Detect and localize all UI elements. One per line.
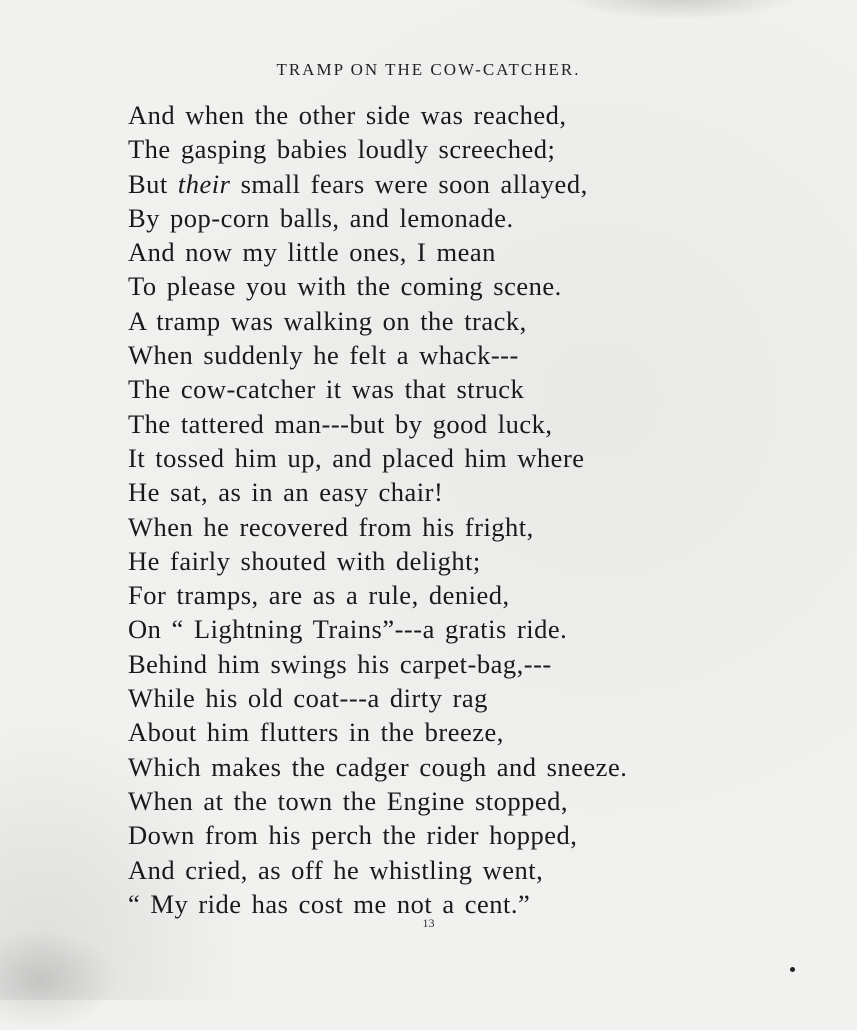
poem-line: It tossed him up, and placed him where (128, 442, 585, 473)
poem-line (128, 167, 627, 201)
poem-line: A tramp was walking on the track, (128, 305, 527, 336)
poem-line: And cried, as off he whistling went, (128, 854, 544, 885)
poem-line: The cow-catcher it was that struck (128, 374, 525, 405)
ink-speck (790, 967, 795, 972)
italic-word: their (177, 168, 231, 199)
poem-line: He sat, as in an easy chair! (128, 477, 444, 508)
poem-line: “ My ride has cost me not a cent.” (128, 888, 531, 919)
poem-line: The tattered man---but by good luck, (128, 408, 553, 439)
poem-line: While his old coat---a dirty rag (128, 683, 488, 714)
poem-line: The gasping babies loudly screeched; (128, 134, 556, 165)
page-number: 13 (422, 916, 435, 930)
poem-line: On “ Lightning Trains”---a gratis ride. (128, 614, 568, 645)
poem-line: When he recovered from his fright, (128, 511, 534, 542)
line-text: But (128, 168, 178, 199)
poem-line: For tramps, are as a rule, denied, (128, 580, 510, 611)
poem-line: And when the other side was reached, (128, 100, 567, 130)
poem-line: By pop-corn balls, and lemonade. (128, 202, 514, 233)
poem-line: Behind him swings his carpet-bag,--- (128, 648, 552, 679)
poem-text (128, 98, 627, 921)
poem-line: To please you with the coming scene. (128, 271, 562, 302)
poem-line: When at the town the Engine stopped, (128, 785, 569, 816)
paper-stain (560, 0, 800, 20)
poem-line: Down from his perch the rider hopped, (128, 820, 578, 851)
poem-line: About him flutters in the breeze, (128, 717, 504, 748)
running-header: TRAMP ON THE COW-CATCHER. (276, 60, 581, 79)
poem-line: When suddenly he felt a whack--- (128, 340, 519, 371)
poem-line: Which makes the cadger cough and sneeze. (128, 751, 628, 782)
line-text: small fears were soon allayed, (230, 168, 588, 199)
poem-line: He fairly shouted with delight; (128, 545, 481, 576)
paper-stain (0, 930, 120, 1030)
poem-line: And now my little ones, I mean (128, 237, 496, 268)
